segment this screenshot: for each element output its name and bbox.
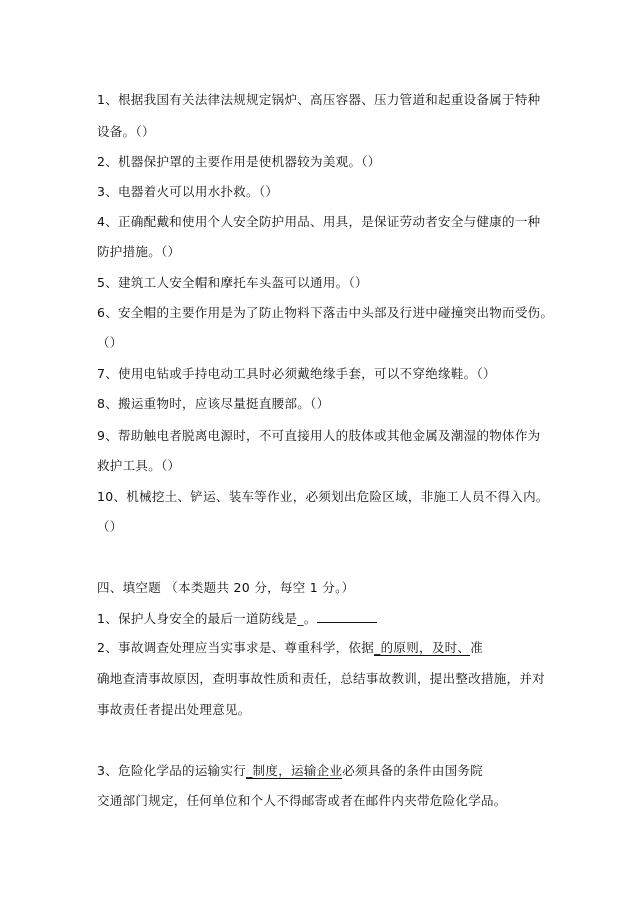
tf-question-1-line-1: 1、根据我国有关法律法规规定锅炉、高压容器、压力管道和起重设备属于特种 — [97, 92, 541, 107]
tf-question-3: 3、电器着火可以用水扑救。（） — [97, 184, 279, 199]
tf-question-1-line-2: 设备。（） — [97, 124, 155, 139]
tf-question-9-line-2: 救护工具。（） — [97, 458, 181, 473]
fb-question-2-line-1 — [97, 640, 483, 656]
tf-question-10-line-1: 10、机械挖土、铲运、装车等作业，必须划出危险区域，非施工人员不得入内。 — [97, 489, 549, 504]
fb-question-2-answer: _的原则，及时、 — [374, 640, 471, 655]
tf-question-10-line-2: （） — [97, 519, 123, 534]
fb-question-3-line-1 — [97, 763, 483, 779]
fill-blank-heading: 四、填空题 （本类题共 20 分，每空 1 分。） — [97, 580, 355, 595]
fb-question-3-suffix: 必须具备的条件由国务院 — [342, 763, 484, 778]
tf-question-8: 8、搬运重物时，应该尽量挺直腰部。（） — [97, 396, 330, 411]
fb-question-2-line-3: 事故责任者提出处理意见。 — [97, 702, 251, 717]
tf-question-5: 5、建筑工人安全帽和摩托车头盔可以通用。（） — [97, 275, 368, 290]
tf-question-6-line-1: 6、安全帽的主要作用是为了防止物料下落击中头部及行进中碰撞突出物而受伤。 — [97, 305, 554, 320]
tf-question-9-line-1: 9、帮助触电者脱离电源时，不可直接用人的肢体或其他金属及潮湿的物体作为 — [97, 428, 541, 443]
tf-question-4-line-1: 4、正确配戴和使用个人安全防护用品、用具，是保证劳动者安全与健康的一种 — [97, 214, 541, 229]
fb-question-1 — [97, 610, 377, 627]
fb-question-2-line-2: 确地查清事故原因，查明事故性质和责任，总结事故教训，提出整改措施，并对 — [97, 671, 546, 686]
fb-question-1-blank — [317, 610, 377, 623]
fb-question-3-text: 3、危险化学品的运输实行 — [97, 763, 247, 778]
tf-question-6-line-2: （） — [97, 335, 123, 350]
fb-question-1-answer: _。 — [297, 611, 317, 626]
fb-question-2-suffix: 准 — [470, 640, 484, 655]
fb-question-1-text: 1、保护人身安全的最后一道防线是 — [97, 611, 298, 626]
fb-question-2-text: 2、事故调查处理应当实事求是、尊重科学，依据 — [97, 640, 375, 655]
fb-question-3-line-2: 交通部门规定，任何单位和个人不得邮寄或者在邮件内夹带危险化学品。 — [97, 793, 507, 808]
fb-question-3-answer: _制度，运输企业 — [246, 763, 343, 778]
tf-question-4-line-2: 防护措施。（） — [97, 244, 181, 259]
tf-question-7: 7、使用电钻或手持电动工具时必须戴绝缘手套，可以不穿绝缘鞋。（） — [97, 366, 496, 381]
tf-question-2: 2、机器保护罩的主要作用是使机器较为美观。（） — [97, 154, 381, 169]
